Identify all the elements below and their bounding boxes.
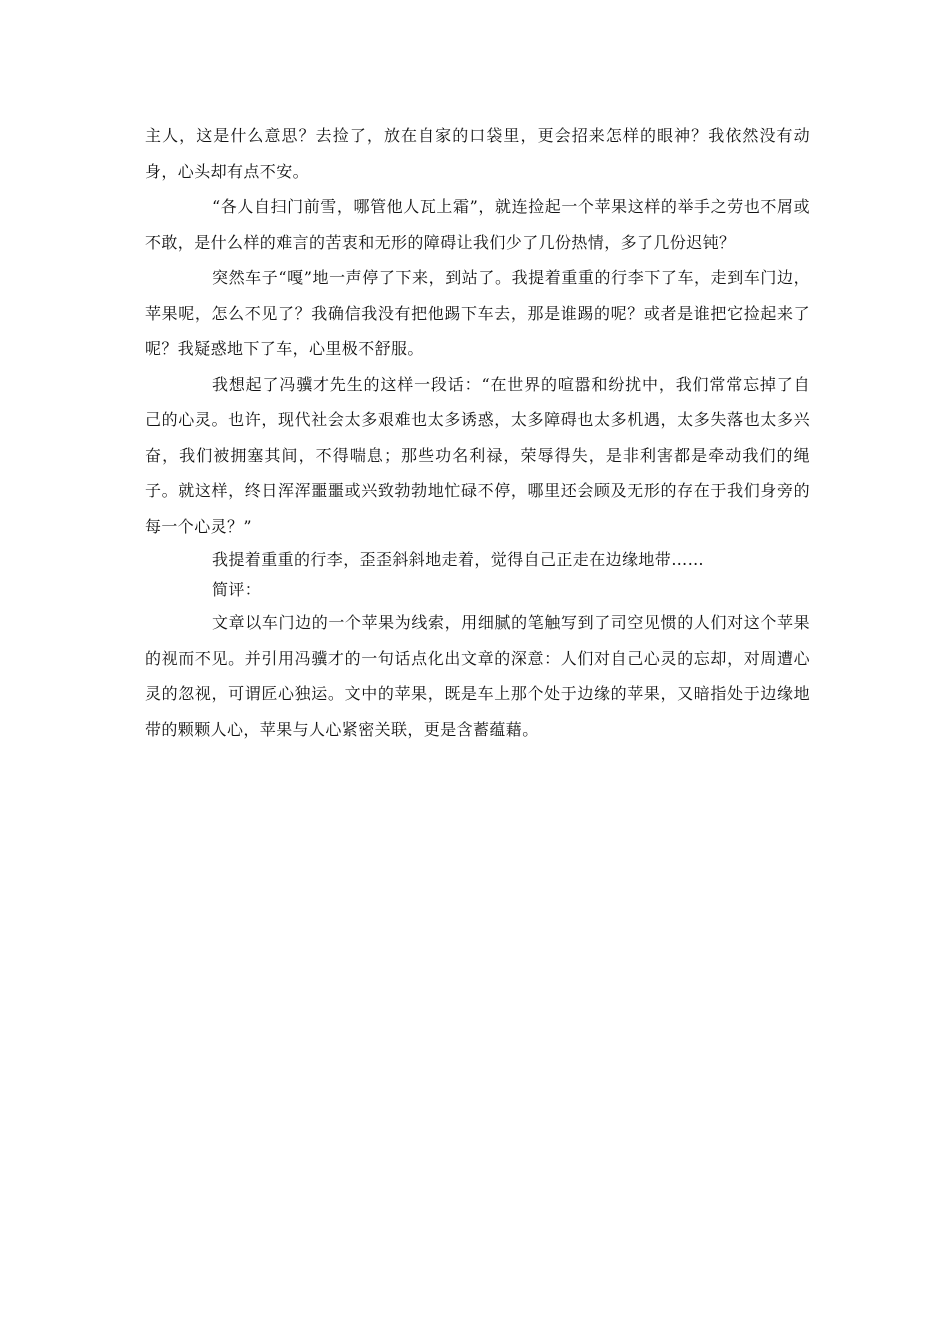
review-heading: 简评： [212,580,262,599]
review-paragraph: 文章以车门边的一个苹果为线索，用细腻的笔触写到了司空见惯的人们对这个苹果的视而不见。并引用冯骥才的一句话点化出文章的深意：人们对自己心灵的忘却，对周遭心灵的忽视，可谓匠心独运。文中的苹果，既是车上那个处于边缘的苹果，又暗指处于边缘地带的颗颗人心，苹果与人心紧密关联，更是含蓄蕴藉。 [145,613,810,739]
paragraph-4: 我想起了冯骥才先生的这样一段话：“在世界的喧嚣和纷扰中，我们常常忘掉了自己的心灵。也许，现代社会太多艰难也太多诱惑，太多障碍也太多机遇，太多失落也太多兴奋，我们被拥塞其间，不得喘息；那些功名利禄，荣辱得失，是非利害都是牵动我们的绳子。就这样，终日浑浑噩噩或兴致勃勃地忙碌不停，哪里还会顾及无形的存在于我们身旁的每一个心灵？” [145,374,810,536]
paragraph-5: 我提着重重的行李，歪歪斜斜地走着，觉得自己正走在边缘地带…… [212,550,705,569]
body-text [145,118,810,747]
paragraph-3: 突然车子“嘎”地一声停了下来，到站了。我提着重重的行李下了车，走到车门边，苹果呢，怎么不见了？我确信我没有把他踢下车去，那是谁踢的呢？或者是谁把它捡起来了呢？我疑惑地下了车，心里极不舒服。 [145,268,810,358]
paragraph-2: “各人自扫门前雪，哪管他人瓦上霜”，就连捡起一个苹果这样的举手之劳也不屑或不敢，是什么样的难言的苦衷和无形的障碍让我们少了几份热情，多了几份迟钝？ [145,197,810,252]
paragraph-1: 主人，这是什么意思？去捡了，放在自家的口袋里，更会招来怎样的眼神？我依然没有动身，心头却有点不安。 [145,126,810,181]
